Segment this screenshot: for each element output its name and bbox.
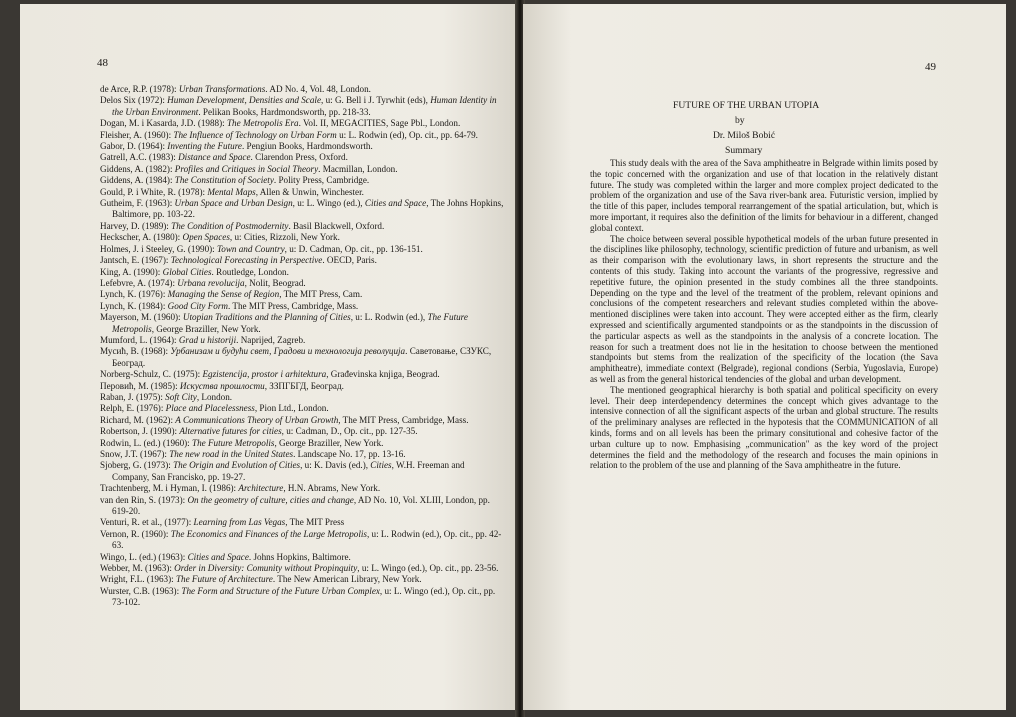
reference-text: . Macmillan, London. [318, 163, 398, 174]
reference-text: Richard, M. (1962): [100, 414, 176, 425]
reference-text: . The New American Library, New York. [272, 574, 422, 585]
reference-text: , u: G. Bell i J. Tyrwhit (eds), [321, 95, 431, 106]
reference-text: Wurster, C.B. (1963): [100, 585, 182, 596]
reference-text: van den Rin, S. (1973): [100, 494, 188, 505]
reference-entry [100, 164, 504, 175]
reference-text: Sjoberg, G. (1973): [100, 460, 174, 471]
reference-title: The Condition of Postmodernity [171, 220, 289, 231]
reference-text: , W.H. Freeman and Company, San Francisko, pp. 19-27. [112, 460, 465, 482]
reference-text: Gabor, D. (1964): [100, 141, 168, 152]
reference-title: The Future of Architecture [175, 574, 273, 585]
reference-entry [100, 415, 504, 426]
reference-title: Cities [370, 460, 392, 471]
reference-text: Raban, J. (1975): [100, 391, 166, 402]
reference-text: . Basil Blackwell, Oxford. [288, 220, 385, 231]
reference-title: Cities and Space [187, 551, 249, 562]
reference-title: Global Cities [162, 266, 212, 277]
reference-text: , u: L. Wingo (ed.), [292, 198, 365, 209]
reference-entry [100, 187, 504, 198]
reference-entry [100, 267, 504, 278]
reference-title: Technological Forecasting in Perspective [170, 255, 323, 266]
reference-text: , Građevinska knjiga, Beograd. [326, 369, 440, 380]
reference-entry [100, 244, 504, 255]
reference-entry [100, 369, 504, 380]
reference-text: de Arce, R.P. (1978): [100, 84, 179, 94]
reference-title: Urban Transformations [178, 84, 266, 94]
reference-entry [100, 301, 504, 312]
reference-title: Architecture [238, 483, 284, 494]
reference-entry [100, 130, 504, 141]
reference-text: . Naprijed, Zagreb. [236, 334, 306, 345]
page-number: 48 [97, 57, 108, 69]
reference-entry [100, 141, 504, 152]
reference-title: Soft City [165, 391, 197, 402]
right-page [523, 4, 1006, 710]
reference-title: Urbana revolucija [177, 277, 245, 288]
reference-title: Grad u historiji [178, 334, 237, 345]
reference-entry [100, 460, 504, 483]
reference-text: Relph, E. (1976): [100, 403, 166, 414]
reference-title: A Communications Theory of Urban Growth [175, 414, 339, 425]
reference-text: Lynch, K. (1976): [100, 289, 168, 300]
reference-text: . OECD, Paris. [322, 255, 377, 266]
reference-title: Place and Placelessness [165, 403, 255, 414]
summary-heading: Summary [725, 145, 763, 156]
reference-text: , The MIT Press [285, 517, 345, 528]
reference-title: Урбанизам и будући свет, Градови и технологија револуција [170, 346, 406, 357]
reference-text: Rodwin, L. (ed.) (1960): [100, 437, 192, 448]
reference-title: The Origin and Evolution of Cities [173, 460, 301, 471]
reference-text: . AD No. 4, Vol. 48, London. [265, 84, 371, 94]
reference-text: Jantsch, E. (1967): [100, 255, 171, 266]
reference-text: . Polity Press, Cambridge. [273, 175, 370, 186]
reference-text: , The MIT Press, Cam. [279, 289, 363, 300]
summary-paragraph: The choice between several possible hypothetical models of the urban future presented in the disciplines like philosophy, technology, scientific prediction of future and urbanism, as well as their comparison with the evolutionary laws, in short represents the structure and the contents of this study. Taking into account the variants of the progressive, regressive and repetitive future, the opinion presented in the study combines all the three standpoints. Depending on the type and the level of the treatment of the problem, relevant opinions and conclusions of the competent researchers and relevant studies completed within the above-mentioned disciplines were taken into account. They were accepted either as the firm, clearly expressed and scientifically argumented standpoints or as the standpoints in the discussion of the particular aspects as well as the standpoints in the analysis of a concrete location. The reason for such a treatment does not lie in the hesitation to choose between the mentioned standpoints but stems from the realization of the specificity of the location (the Sava amphitheatre), immediate context (Belgrade), regional condions (Serbia, Yugoslavia, Europe) as well as from the general historical tendencies of the global and urban development. [590, 233, 938, 384]
reference-text: , George Braziller, New York. [151, 323, 261, 334]
reference-entry [100, 289, 504, 300]
reference-entry [100, 198, 504, 221]
reference-text: Norberg-Schulz, C. (1975): [100, 369, 203, 380]
reference-title: The Constitution of Society [174, 175, 274, 186]
reference-text: , u: Cadman, D., Op. cit., pp. 127-35. [281, 426, 418, 437]
reference-text: Venturi, R. et al., (1977): [100, 517, 194, 528]
reference-entry [100, 118, 504, 129]
reference-title: Good City Form [167, 300, 228, 311]
reference-title: Urban Space and Urban Design [174, 198, 293, 209]
reference-title: The new road in the United States [169, 449, 294, 459]
summary-body [590, 158, 938, 471]
reference-title: Distance and Space [178, 152, 251, 163]
reference-entry [100, 529, 504, 552]
reference-text: Перовић, М. (1985): [100, 380, 180, 391]
reference-entry [100, 95, 504, 118]
reference-title: The Form and Structure of the Future Urban Complex [181, 585, 380, 596]
reference-text: , Nolit, Beograd. [244, 277, 306, 288]
reference-entry [100, 563, 504, 574]
reference-text: , Allen & Unwin, Winchester. [255, 186, 364, 197]
reference-title: The Metropolis Era [226, 118, 299, 129]
reference-title: The Influence of Technology on Urban Form [173, 129, 337, 140]
reference-text: , H.N. Abrams, New York. [283, 483, 381, 494]
reference-text: Мусић, В. (1968): [100, 346, 171, 357]
reference-text: , ЗЗПГБГД, Београд. [264, 380, 344, 391]
reference-title: Mental Maps [207, 186, 256, 197]
reference-text: Wingo, L. (ed.) (1963): [100, 551, 188, 562]
reference-text: Giddens, A. (1984): [100, 175, 175, 186]
reference-text: Lefebvre, A. (1974): [100, 277, 178, 288]
reference-title: Profiles and Critiques in Social Theory [174, 163, 319, 174]
reference-text: , George Braziller, New York. [274, 437, 384, 448]
reference-entry [100, 574, 504, 585]
reference-title: Utopian Traditions and the Planning of Cities [182, 312, 351, 323]
reference-text: . Clarendon Press, Oxford. [250, 152, 348, 163]
byline-by: by [735, 115, 745, 126]
reference-entry [100, 517, 504, 528]
reference-text: Dogan, M. i Kasarda, J.D. (1988): [100, 118, 227, 129]
reference-text: , The Johns Hopkins, Baltimore, pp. 103-22. [112, 198, 504, 220]
reference-text: . The MIT Press, Cambridge, Mass. [228, 300, 359, 311]
reference-text: , u: L. Wingo (ed.), Op. cit., pp. 73-102. [112, 585, 496, 608]
reference-entry [100, 449, 504, 460]
reference-title: Alternative futures for cities [179, 426, 282, 437]
reference-text: . Landscape No. 17, pp. 13-16. [293, 449, 406, 459]
reference-text: Mayerson, M. (1960): [100, 312, 183, 323]
reference-title: Managing the Sense of Region [167, 289, 280, 300]
reference-text: Lynch, K. (1984): [100, 300, 168, 311]
reference-text: , u: L. Wingo (ed.), Op. cit., pp. 23-56. [357, 563, 499, 574]
reference-entry [100, 232, 504, 243]
reference-text: . Pengiun Books, Hardmondsworth. [241, 141, 373, 152]
reference-entry [100, 346, 504, 369]
reference-title: Order in Diversity: Comunity without Propinquity [174, 563, 358, 574]
reference-text: , u: L. Rodwin (ed.), [350, 312, 428, 323]
reference-text: Fleisher, A. (1960): [100, 129, 174, 140]
reference-text: Heckscher, A. (1980): [100, 232, 183, 243]
reference-entry [100, 278, 504, 289]
reference-text: Trachtenberg, M. i Hyman, I. (1986): [100, 483, 239, 494]
reference-title: Egzistencija, prostor i arhitektura [202, 369, 327, 380]
reference-text: Harvey, D. (1989): [100, 220, 172, 231]
reference-text: Mumford, L. (1964): [100, 334, 179, 345]
summary-paragraph: The mentioned geographical hierarchy is both spatial and political specificity on every level. Their deep interdependency determines the concept which gives advantage to the intensive connection of all the significant aspects of the urban and global structure. The results of the preliminary analyses are reflected in the hypotesis that the COMMUNICATION of all kinds, forms and on all levels has been the primary consitutional and cohesive factor of the urban culture up to now. Emphasising „communication" as the key word of the project determines the field and the methodology of the research and focuses the main opinions in relation to the problem of the use and planning of the Sava amphitheatre in the future. [590, 384, 938, 471]
reference-text: , London. [196, 391, 233, 402]
reference-entry [100, 403, 504, 414]
reference-entry [100, 495, 504, 518]
reference-title: The Future Metropolis [112, 312, 468, 334]
author-name: Dr. Miloš Bobić [713, 130, 776, 141]
reference-title: Cities and Space [364, 198, 427, 209]
reference-title: Human Identity in the Urban Environment [112, 95, 497, 117]
reference-title: Learning from Las Vegas [193, 517, 286, 528]
reference-text: Gatrell, A.C. (1983): [100, 152, 179, 163]
reference-text: Gould, P. i White, R. (1978): [100, 186, 208, 197]
reference-text: Holmes, J. i Steeley, G. (1990): [100, 243, 218, 254]
reference-title: The Economics and Finances of the Large Metropolis [170, 528, 367, 539]
reference-entry [100, 552, 504, 563]
reference-entry [100, 312, 504, 335]
reference-title: Town and Country [217, 243, 285, 254]
page-number: 49 [925, 61, 936, 73]
summary-paragraph: This study deals with the area of the Sava amphitheatre in Belgrade within limits posed by the topic concerned with the organization and use of that location in the relatively distant future. The study was completed within the larger and more complex project dedicated to the problem of the organization and use of the Sava river-bank area. Futuristic version, implied by the title of this paper, includes temporal rearrangement of the spatial articulation, but, which is more important, it requires also the definition of the limits for behaviour in a different, changed global context. [590, 158, 938, 233]
reference-text: Giddens, A. (1982): [100, 163, 175, 174]
reference-text: King, A. (1990): [100, 266, 163, 277]
reference-text: , The MIT Press, Cambridge, Mass. [338, 414, 469, 425]
reference-title: Open Spaces [182, 232, 230, 243]
reference-text: . Johns Hopkins, Baltimore. [248, 551, 351, 562]
reference-title: The Future Metropolis [192, 437, 275, 448]
reference-entry [100, 221, 504, 232]
reference-text: , u: D. Cadman, Op. cit., pp. 136-151. [284, 243, 423, 254]
reference-text: , u: K. Davis (ed.), [300, 460, 371, 471]
reference-text: u: L. Rodwin (ed), Op. cit., pp. 64-79. [336, 129, 478, 140]
reference-title: On the geometry of culture, cities and change [187, 494, 354, 505]
reference-title: Искуства прошлости [179, 380, 265, 391]
reference-entry [100, 586, 504, 609]
reference-text: . Pelikan Books, Hardmondsworth, pp. 218-33. [198, 106, 371, 117]
reference-text: Gutheim, F. (1963): [100, 198, 175, 209]
reference-text: Delos Six (1972): [100, 95, 168, 106]
reference-entry [100, 152, 504, 163]
reference-text: Vernon, R. (1960): [100, 528, 171, 539]
reference-entry [100, 438, 504, 449]
reference-text: . Vol. II, MEGACITIES, Sage Pbl., London. [298, 118, 461, 129]
reference-text: , AD No. 10, Vol. XLIII, London, pp. 619-20. [112, 494, 490, 517]
reference-entry [100, 381, 504, 392]
reference-entry [100, 175, 504, 186]
reference-text: . Routledge, London. [211, 266, 289, 277]
reference-entry [100, 335, 504, 346]
reference-title: Inventing the Future [167, 141, 242, 152]
left-page [20, 4, 517, 710]
reference-entry [100, 84, 504, 95]
reference-text: , Pion Ltd., London. [254, 403, 329, 414]
article-title: FUTURE OF THE URBAN UTOPIA [673, 100, 820, 111]
reference-entry [100, 255, 504, 266]
reference-text: Robertson, J. (1990): [100, 426, 180, 437]
reference-entry [100, 392, 504, 403]
reference-text: . Саветовање, СЗУКС, Београд. [112, 346, 492, 368]
reference-text: Wright, F.L. (1963): [100, 574, 176, 585]
reference-title: Human Development, Densities and Scale [167, 95, 321, 106]
reference-text: Snow, J.T. (1967): [100, 449, 170, 459]
reference-text: , u: L. Rodwin (ed.), Op. cit., pp. 42-63. [112, 528, 502, 551]
reference-text: , u: Cities, Rizzoli, New York. [229, 232, 340, 243]
reference-entry [100, 426, 504, 437]
reference-text: Webber, M. (1963): [100, 563, 175, 574]
reference-list [100, 84, 504, 609]
reference-entry [100, 483, 504, 494]
